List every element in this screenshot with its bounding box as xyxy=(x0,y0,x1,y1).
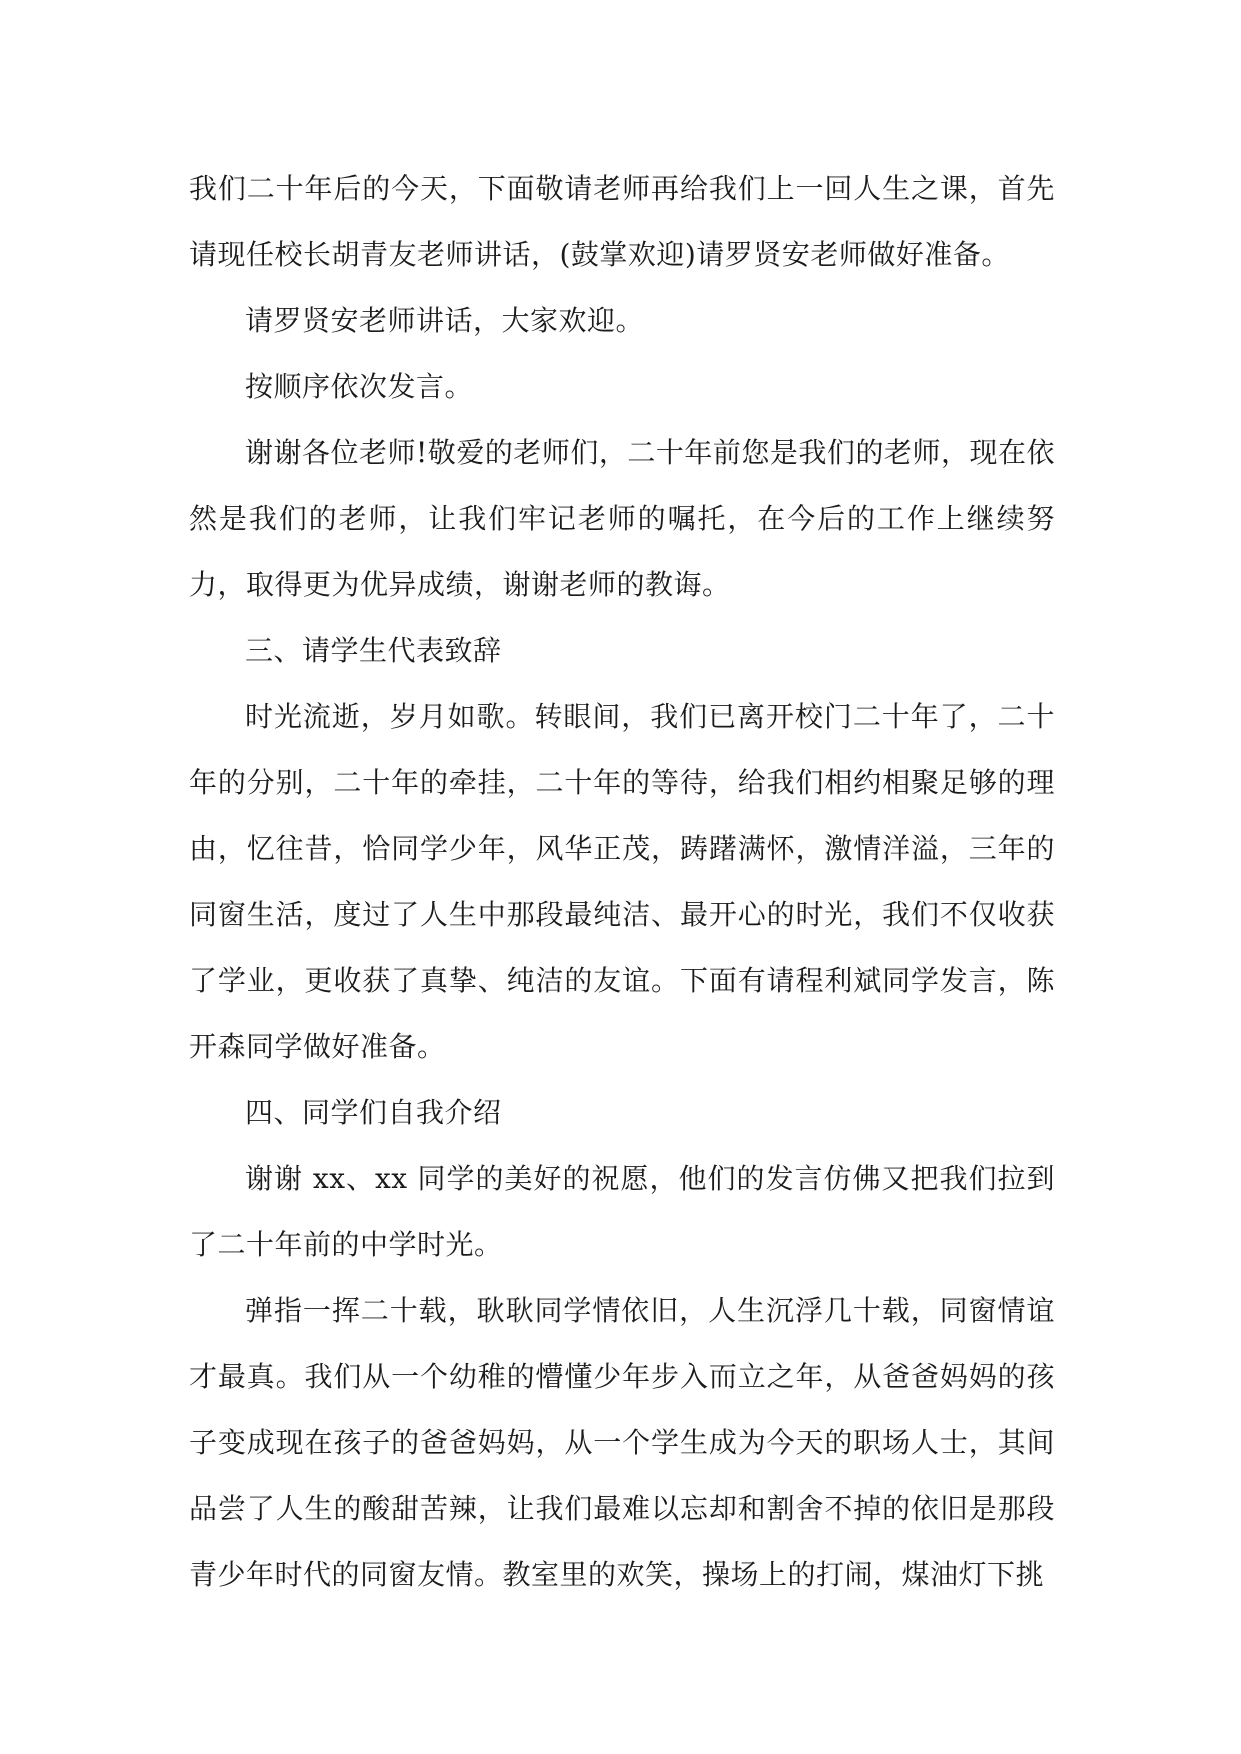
paragraph-2: 请罗贤安老师讲话，大家欢迎。 xyxy=(245,304,645,337)
paragraph-6: 谢谢 xx、xx 同学的美好的祝愿，他们的发言仿佛又把我们拉到了二十年前的中学时光。 xyxy=(189,1162,1055,1261)
paragraph-3: 按顺序依次发言。 xyxy=(245,370,474,403)
document-body xyxy=(189,156,1055,1608)
paragraph-4: 谢谢各位老师!敬爱的老师们，二十年前您是我们的老师，现在依然是我们的老师，让我们牢记老师的嘱托，在今后的工作上继续努力，取得更为优异成绩，谢谢老师的教诲。 xyxy=(189,436,1055,601)
paragraph-7: 弹指一挥二十载，耿耿同学情依旧，人生沉浮几十载，同窗情谊才最真。我们从一个幼稚的懵懂少年步入而立之年，从爸爸妈妈的孩子变成现在孩子的爸爸妈妈，从一个学生成为今天的职场人士，其间品尝了人生的酸甜苦辣，让我们最难以忘却和割舍不掉的依旧是那段青少年时代的同窗友情。教室里的欢笑，操场上的打闹，煤油灯下挑 xyxy=(189,1294,1055,1591)
paragraph-1: 我们二十年后的今天，下面敬请老师再给我们上一回人生之课，首先请现任校长胡青友老师讲话，(鼓掌欢迎)请罗贤安老师做好准备。 xyxy=(189,172,1055,271)
section-heading-3: 三、请学生代表致辞 xyxy=(245,634,502,667)
paragraph-5: 时光流逝，岁月如歌。转眼间，我们已离开校门二十年了，二十年的分别，二十年的牵挂，二十年的等待，给我们相约相聚足够的理由，忆往昔，恰同学少年，风华正茂，踌躇满怀，激情洋溢，三年的同窗生活，度过了人生中那段最纯洁、最开心的时光，我们不仅收获了学业，更收获了真挚、纯洁的友谊。下面有请程利斌同学发言，陈开森同学做好准备。 xyxy=(189,700,1055,1063)
section-heading-4: 四、同学们自我介绍 xyxy=(245,1096,502,1129)
